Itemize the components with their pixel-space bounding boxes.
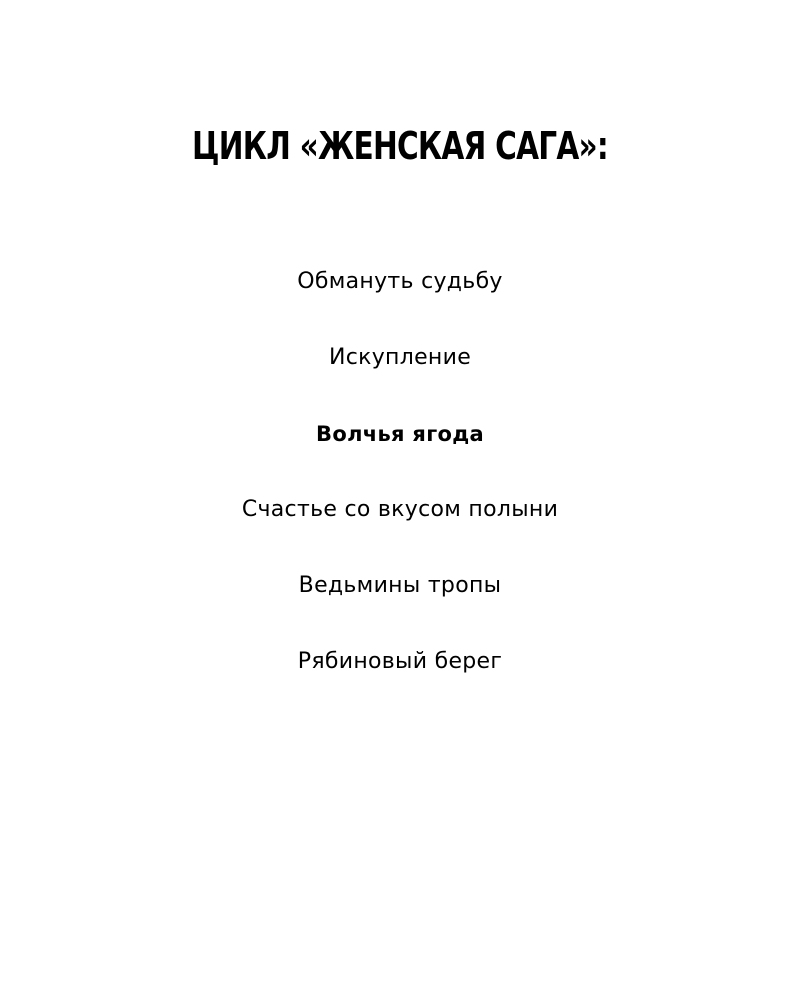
book-list: [0, 262, 800, 718]
book-title-current: Волчья ягода: [316, 422, 484, 446]
series-title: ЦИКЛ «ЖЕНСКАЯ САГА»:: [192, 124, 608, 168]
book-title-6: Рябиновый берег: [297, 649, 503, 674]
book-title-4: Счастье со вкусом полыни: [241, 497, 559, 522]
book-title-5: Ведьмины тропы: [298, 573, 502, 598]
book-title-1: Обмануть судьбу: [297, 269, 503, 294]
book-title-2: Искупление: [328, 345, 472, 370]
